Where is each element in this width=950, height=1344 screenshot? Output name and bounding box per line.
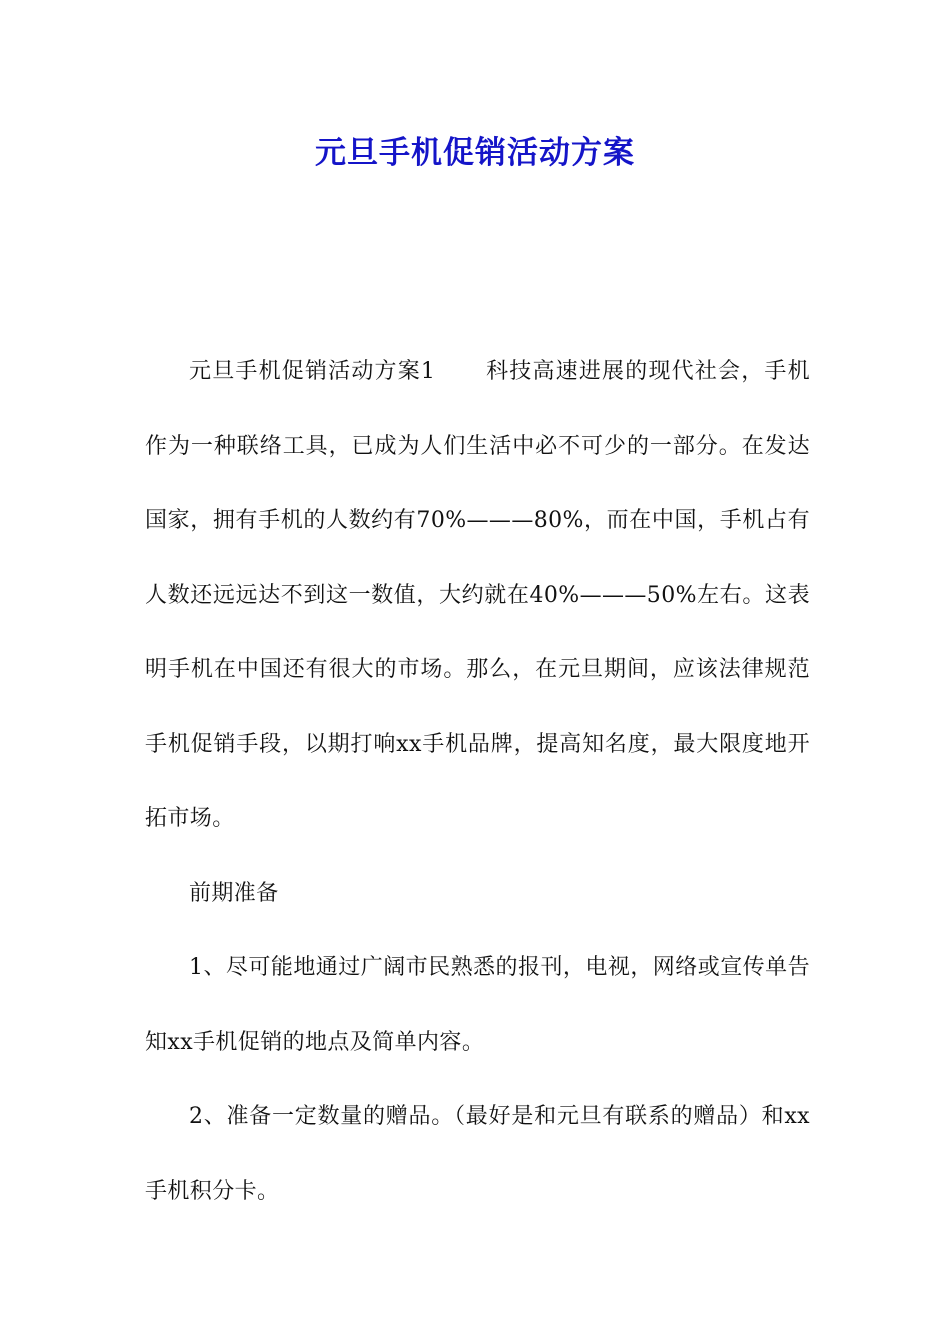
document-title: 元旦手机促销活动方案 [315,135,635,171]
list-item: 2、准备一定数量的赠品。（最好是和元旦有联系的赠品）和xx手机积分卡。 [145,1104,810,1204]
intro-heading: 元旦手机促销活动方案1 [189,359,436,384]
intro-paragraph [145,335,810,857]
list-item: 1、尽可能地通过广阔市民熟悉的报刊，电视，网络或宣传单告知xx手机促销的地点及简单内容。 [145,955,810,1055]
document-body [145,335,810,1229]
section-heading: 前期准备 [189,880,279,906]
intro-text: 科技高速进展的现代社会，手机作为一种联络工具，已成为人们生活中必不可少的一部分。在发达国家，拥有手机的人数约有70%———80%，而在中国，手机占有人数还远远达不到这一数值，大约就在40%———50%左右。这表明手机在中国还有很大的市场。那么，在元旦期间，应该法律规范手机促销手段，以期打响xx手机品牌，提高知名度，最大限度地开拓市场。 [145,359,810,831]
